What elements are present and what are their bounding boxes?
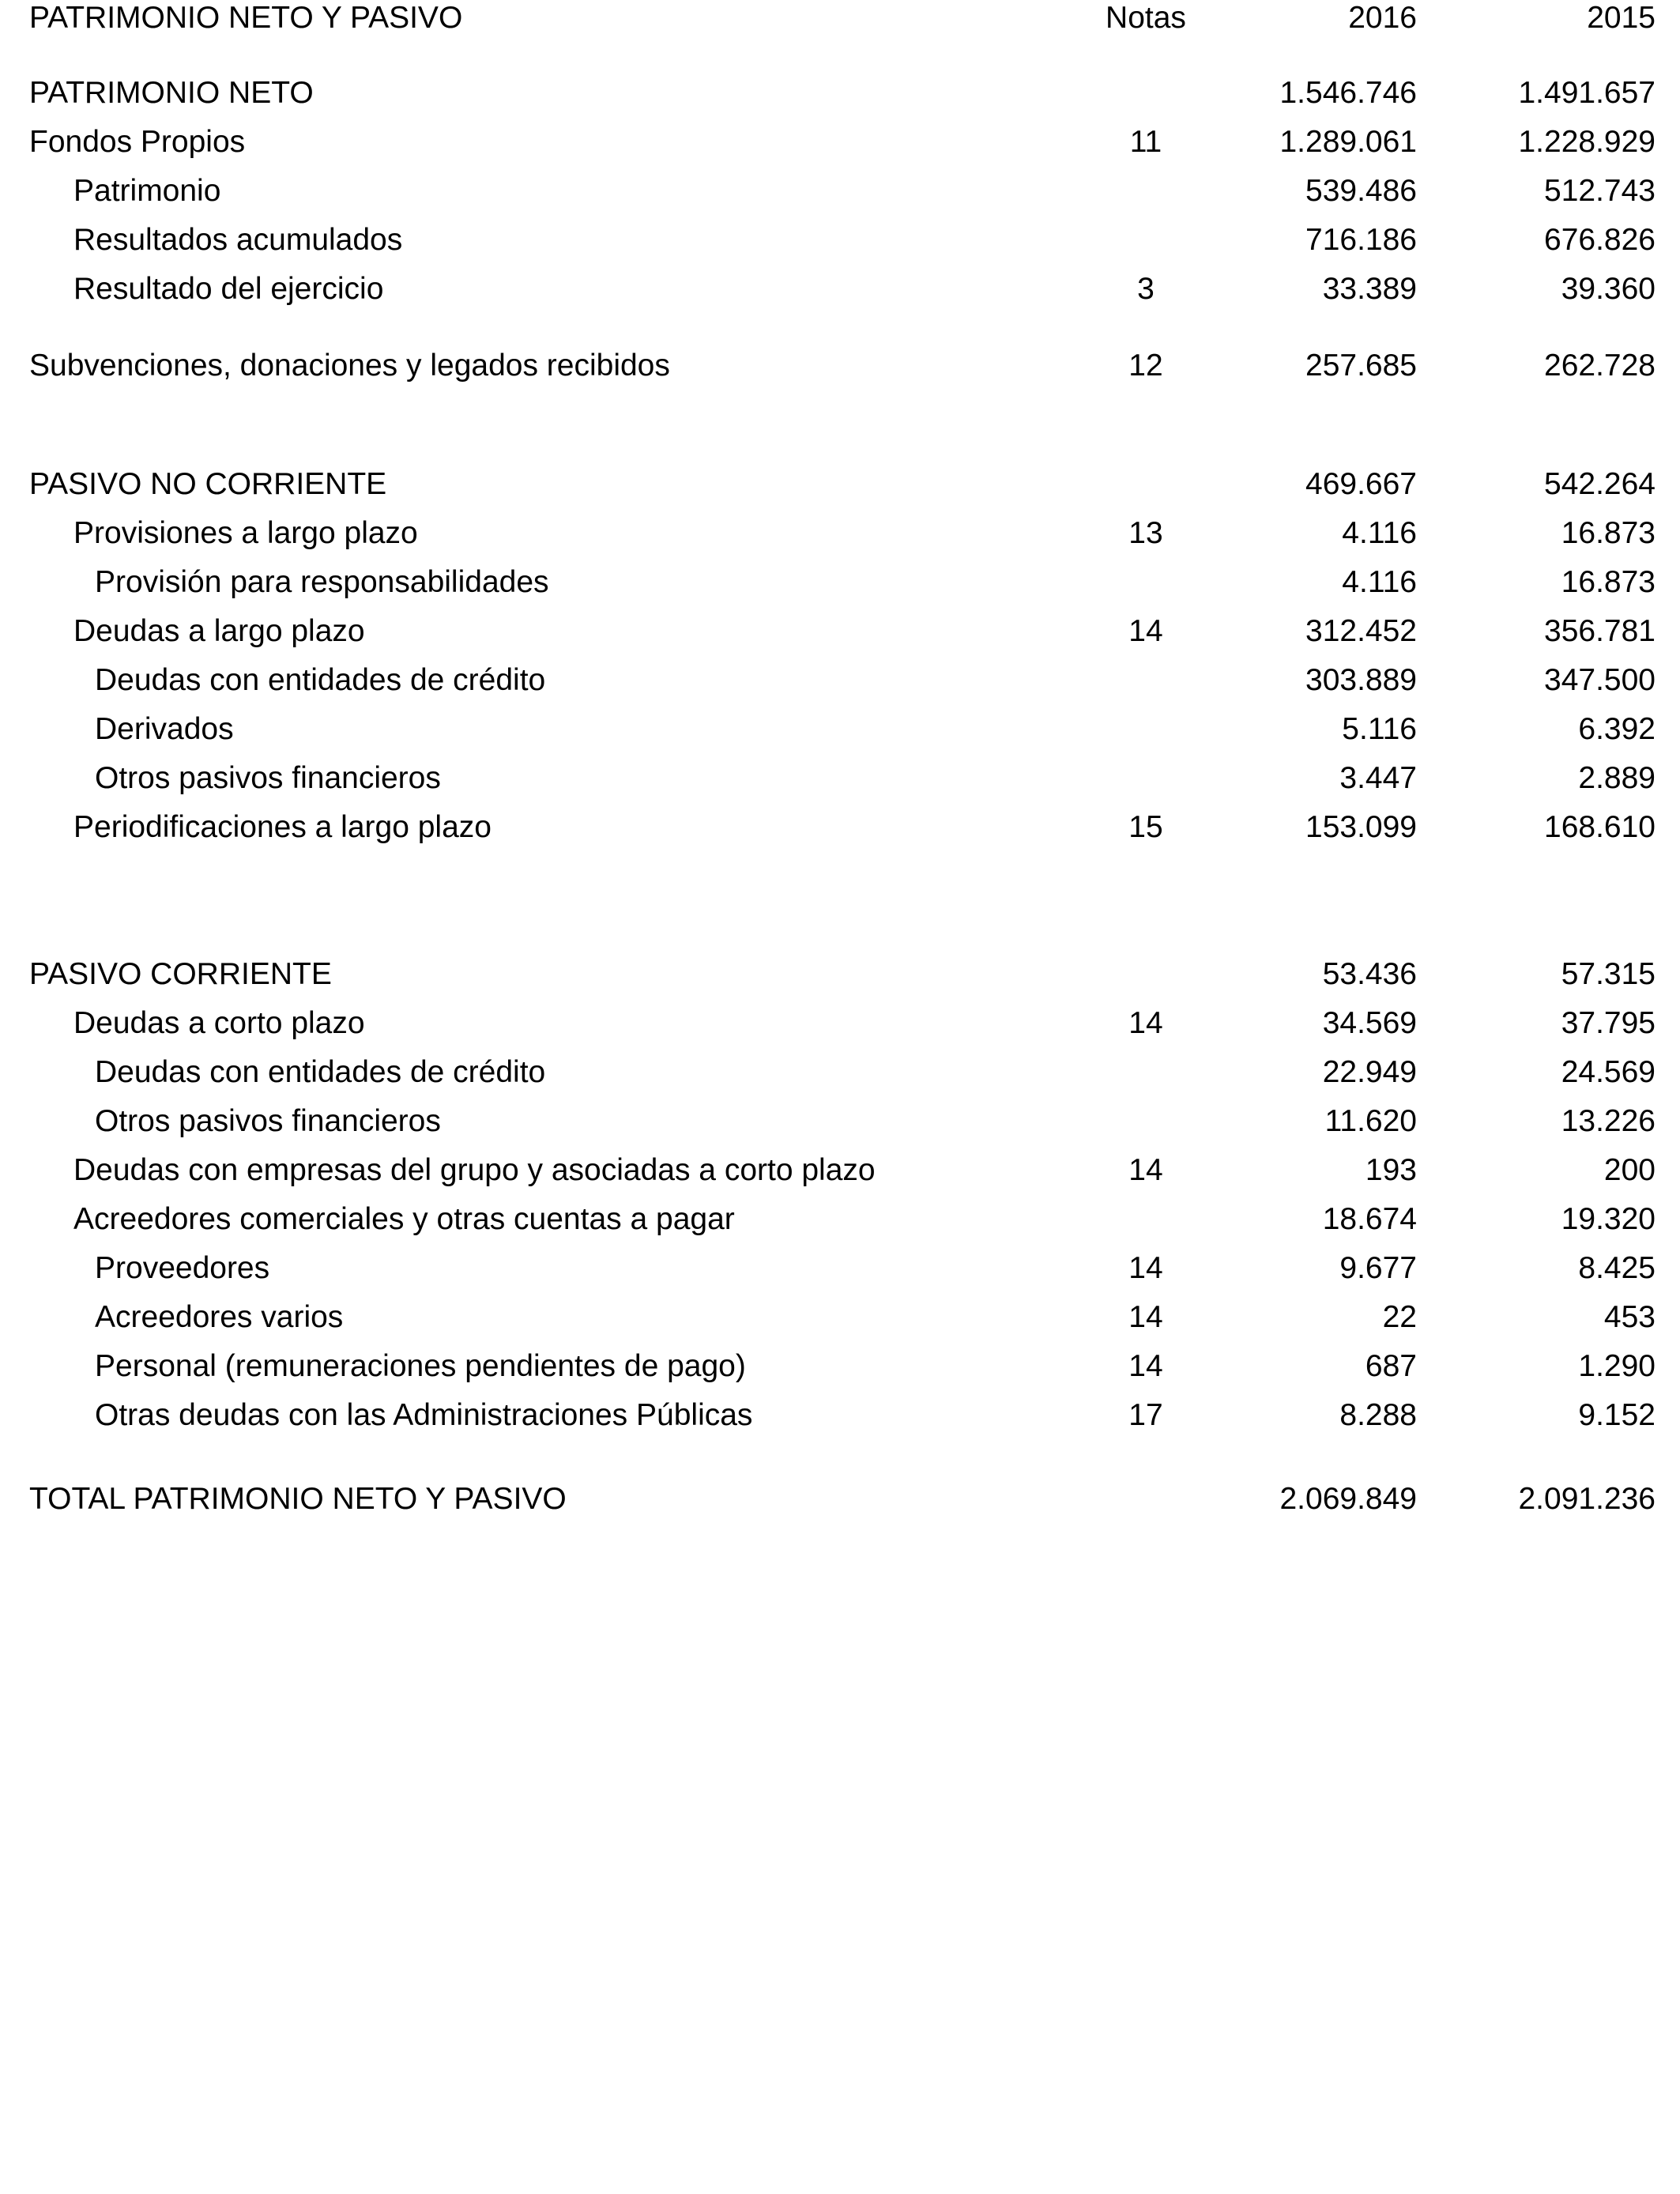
row-label: Otros pasivos financieros <box>95 1104 441 1138</box>
row-deudas-entidades-credito-lp <box>0 658 1680 703</box>
row-value-2016: 4.116 <box>1342 565 1417 599</box>
row-value-2015: 16.873 <box>1561 565 1656 599</box>
row-note <box>1083 1050 1209 1095</box>
row-value-2016: 2.069.849 <box>1279 1482 1417 1516</box>
row-value-2016: 257.685 <box>1305 349 1417 383</box>
row-value-2015: 676.826 <box>1544 223 1656 257</box>
table-header <box>0 0 1680 40</box>
row-value-2016: 33.389 <box>1322 272 1417 306</box>
row-label: Resultado del ejercicio <box>73 272 384 306</box>
row-value-2016: 4.116 <box>1342 516 1417 550</box>
row-note <box>1083 218 1209 262</box>
row-value-2015: 39.360 <box>1561 272 1656 306</box>
row-pasivo-corriente <box>0 952 1680 997</box>
row-value-2016: 1.289.061 <box>1279 125 1417 159</box>
row-acreedores-comerciales <box>0 1197 1680 1242</box>
row-value-2016: 539.486 <box>1305 174 1417 208</box>
row-value-2016: 469.667 <box>1305 467 1417 501</box>
row-value-2015: 512.743 <box>1544 174 1656 208</box>
row-derivados <box>0 707 1680 752</box>
row-value-2016: 22.949 <box>1322 1055 1417 1089</box>
row-fondos-propios <box>0 120 1680 164</box>
row-value-2016: 34.569 <box>1322 1006 1417 1040</box>
row-note <box>1083 1099 1209 1144</box>
row-note: 14 <box>1128 1349 1163 1383</box>
row-label: Subvenciones, donaciones y legados recibidos <box>29 349 670 383</box>
row-value-2016: 18.674 <box>1322 1202 1417 1236</box>
row-note: 14 <box>1128 614 1163 648</box>
row-resultados-acumulados <box>0 218 1680 262</box>
row-value-2015: 1.290 <box>1578 1349 1656 1383</box>
row-label: Deudas a largo plazo <box>73 614 365 648</box>
row-value-2015: 262.728 <box>1544 349 1656 383</box>
row-provision-responsabilidades <box>0 560 1680 605</box>
row-value-2015: 200 <box>1603 1153 1656 1187</box>
row-value-2015: 16.873 <box>1561 516 1656 550</box>
row-resultado-ejercicio <box>0 267 1680 311</box>
row-label: PASIVO CORRIENTE <box>29 957 332 991</box>
row-otras-deudas-administraciones <box>0 1393 1680 1438</box>
row-value-2016: 22 <box>1382 1300 1417 1334</box>
row-label: Proveedores <box>95 1251 270 1285</box>
row-label: Periodificaciones a largo plazo <box>73 810 492 844</box>
row-value-2015: 453 <box>1603 1300 1656 1334</box>
row-value-2016: 3.447 <box>1339 761 1417 795</box>
row-value-2015: 1.228.929 <box>1518 125 1656 159</box>
row-periodificaciones-largo-plazo <box>0 805 1680 850</box>
row-value-2016: 8.288 <box>1339 1398 1417 1432</box>
row-deudas-corto-plazo <box>0 1001 1680 1046</box>
row-note <box>1083 1477 1209 1521</box>
row-note <box>1083 707 1209 752</box>
row-note <box>1083 560 1209 605</box>
row-patrimonio <box>0 169 1680 213</box>
row-value-2015: 19.320 <box>1561 1202 1656 1236</box>
row-value-2015: 1.491.657 <box>1518 76 1656 110</box>
row-value-2015: 2.091.236 <box>1518 1482 1656 1516</box>
row-note: 12 <box>1128 349 1163 383</box>
row-note <box>1083 952 1209 997</box>
row-value-2015: 6.392 <box>1578 712 1656 746</box>
row-value-2016: 716.186 <box>1305 223 1417 257</box>
row-deudas-entidades-credito-cp <box>0 1050 1680 1095</box>
row-value-2015: 356.781 <box>1544 614 1656 648</box>
row-total <box>0 1477 1680 1521</box>
row-label: PATRIMONIO NETO <box>29 76 314 110</box>
row-label: Personal (remuneraciones pendientes de pago) <box>95 1349 746 1383</box>
header-notes: Notas <box>1106 1 1186 35</box>
row-label: Provisión para responsabilidades <box>95 565 549 599</box>
row-otros-pasivos-financieros-cp <box>0 1099 1680 1144</box>
row-patrimonio-neto <box>0 71 1680 115</box>
row-note: 14 <box>1128 1006 1163 1040</box>
row-subvenciones <box>0 344 1680 388</box>
row-label: Deudas con entidades de crédito <box>95 1055 546 1089</box>
row-note: 14 <box>1128 1153 1163 1187</box>
row-note <box>1083 1197 1209 1242</box>
row-value-2015: 57.315 <box>1561 957 1656 991</box>
row-value-2016: 193 <box>1365 1153 1417 1187</box>
row-label: Acreedores comerciales y otras cuentas a pagar <box>73 1202 735 1236</box>
row-label: Patrimonio <box>73 174 221 208</box>
row-value-2016: 53.436 <box>1322 957 1417 991</box>
row-value-2016: 1.546.746 <box>1279 76 1417 110</box>
row-value-2015: 9.152 <box>1578 1398 1656 1432</box>
row-note: 14 <box>1128 1300 1163 1334</box>
row-note: 15 <box>1128 810 1163 844</box>
row-proveedores <box>0 1246 1680 1291</box>
row-value-2015: 2.889 <box>1578 761 1656 795</box>
row-value-2016: 5.116 <box>1342 712 1417 746</box>
row-note <box>1083 756 1209 801</box>
row-personal <box>0 1344 1680 1389</box>
row-note <box>1083 71 1209 115</box>
header-year-2015: 2015 <box>1587 1 1656 35</box>
row-label: TOTAL PATRIMONIO NETO Y PASIVO <box>29 1482 567 1516</box>
row-note: 13 <box>1128 516 1163 550</box>
row-label: PASIVO NO CORRIENTE <box>29 467 387 501</box>
row-note <box>1083 658 1209 703</box>
row-pasivo-no-corriente <box>0 462 1680 507</box>
row-label: Deudas a corto plazo <box>73 1006 365 1040</box>
row-label: Fondos Propios <box>29 125 246 159</box>
row-value-2016: 312.452 <box>1305 614 1417 648</box>
row-value-2015: 13.226 <box>1561 1104 1656 1138</box>
row-label: Derivados <box>95 712 234 746</box>
row-deudas-empresas-grupo <box>0 1148 1680 1193</box>
row-value-2016: 687 <box>1365 1349 1417 1383</box>
row-note: 3 <box>1137 272 1155 306</box>
header-year-2016: 2016 <box>1348 1 1417 35</box>
row-note <box>1083 169 1209 213</box>
row-value-2015: 168.610 <box>1544 810 1656 844</box>
row-value-2015: 37.795 <box>1561 1006 1656 1040</box>
row-otros-pasivos-financieros-lp <box>0 756 1680 801</box>
row-label: Provisiones a largo plazo <box>73 516 418 550</box>
row-provisiones-largo-plazo <box>0 511 1680 556</box>
row-value-2015: 24.569 <box>1561 1055 1656 1089</box>
row-label: Deudas con empresas del grupo y asociadas a corto plazo <box>73 1153 876 1187</box>
row-value-2016: 153.099 <box>1305 810 1417 844</box>
row-label: Acreedores varios <box>95 1300 344 1334</box>
row-label: Otros pasivos financieros <box>95 761 441 795</box>
row-label: Otras deudas con las Administraciones Públicas <box>95 1398 753 1432</box>
row-note <box>1083 462 1209 507</box>
row-value-2016: 9.677 <box>1339 1251 1417 1285</box>
header-title: PATRIMONIO NETO Y PASIVO <box>29 1 463 35</box>
row-note: 14 <box>1128 1251 1163 1285</box>
row-note: 17 <box>1128 1398 1163 1432</box>
row-value-2016: 11.620 <box>1324 1104 1417 1138</box>
row-note: 11 <box>1129 125 1162 159</box>
row-label: Resultados acumulados <box>73 223 403 257</box>
row-value-2015: 347.500 <box>1544 663 1656 697</box>
row-value-2016: 303.889 <box>1305 663 1417 697</box>
row-acreedores-varios <box>0 1295 1680 1340</box>
row-value-2015: 542.264 <box>1544 467 1656 501</box>
row-value-2015: 8.425 <box>1578 1251 1656 1285</box>
row-label: Deudas con entidades de crédito <box>95 663 546 697</box>
row-deudas-largo-plazo <box>0 609 1680 654</box>
